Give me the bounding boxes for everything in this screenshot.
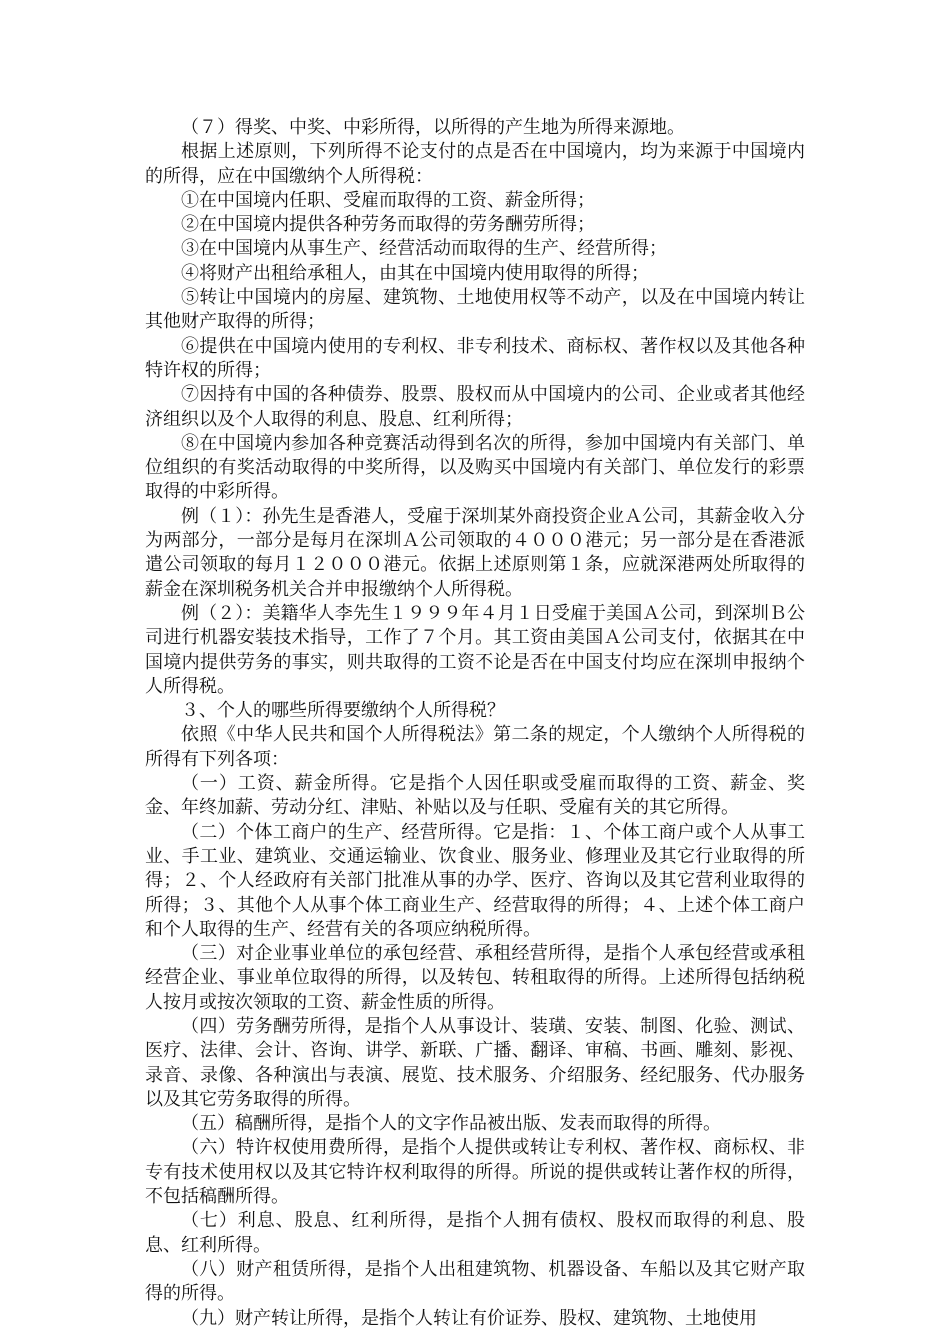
paragraph-tax-law-intro: 依照《中华人民共和国个人所得税法》第二条的规定，个人缴纳个人所得税的所得有下列各项： <box>145 724 805 770</box>
example-1: 例（１）：孙先生是香港人，受雇于深圳某外商投资企业Ａ公司，其薪金收入分为两部分，一部分是每月在深圳Ａ公司领取的４０００港元；另一部分是在香港派遣公司领取的每月１２０００港元。依据上述原则第１条，应就深港两处所取得的薪金在深圳税务机关合并申报缴纳个人所得税。 <box>145 505 805 600</box>
income-item-8: （八）财产租赁所得，是指个人出租建筑物、机器设备、车船以及其它财产取得的所得。 <box>145 1258 805 1305</box>
list-item-8: ⑧在中国境内参加各种竞赛活动得到名次的所得，参加中国境内有关部门、单位组织的有奖活动取得的中奖所得，以及购买中国境内有关部门、单位发行的彩票取得的中彩所得。 <box>145 432 805 503</box>
income-item-4: （四）劳务酬劳所得，是指个人从事设计、装璜、安装、制图、化验、测试、医疗、法律、会计、咨询、讲学、新联、广播、翻译、审稿、书画、雕刻、影视、录音、录像、各种演出与表演、展览、技术服务、介绍服务、经纪服务、代办服务以及其它劳务取得的所得。 <box>145 1015 805 1110</box>
income-item-3: （三）对企业事业单位的承包经营、承租经营所得，是指个人承包经营或承租经营企业、事业单位取得的所得，以及转包、转租取得的所得。上述所得包括纳税人按月或按次领取的工资、薪金性质的所得。 <box>145 943 805 1013</box>
document-page <box>145 116 805 1331</box>
list-item-2: ②在中国境内提供各种劳务而取得的劳务酬劳所得； <box>181 214 595 236</box>
example-2: 例（２）：美籍华人李先生１９９９年４月１日受雇于美国Ａ公司，到深圳Ｂ公司进行机器安装技术指导，工作了７个月。其工资由美国Ａ公司支付，依据其在中国境内提供劳务的事实，则共取得的工资不论是否在中国支付均应在深圳申报纳个人所得税。 <box>145 602 805 697</box>
income-item-6: （六）特许权使用费所得，是指个人提供或转让专利权、著作权、商标权、非专有技术使用权以及其它特许权利取得的所得。所说的提供或转让著作权的所得，不包括稿酬所得。 <box>145 1137 805 1208</box>
paragraph-source-principle-intro: 根据上述原则，下列所得不论支付的点是否在中国境内，均为来源于中国境内的所得，应在中国缴纳个人所得税： <box>145 141 805 187</box>
list-item-7: ⑦因持有中国的各种债券、股票、股权而从中国境内的公司、企业或者其他经济组织以及个人取得的利息、股息、红利所得； <box>145 384 805 430</box>
list-item-5: ⑤转让中国境内的房屋、建筑物、土地使用权等不动产，以及在中国境内转让其他财产取得的所得； <box>145 287 805 333</box>
paragraph-prize-income-source: （７）得奖、中奖、中彩所得，以所得的产生地为所得来源地。 <box>181 117 685 138</box>
list-item-6: ⑥提供在中国境内使用的专利权、非专利技术、商标权、著作权以及其他各种特许权的所得； <box>145 335 805 381</box>
income-item-2: （二）个体工商户的生产、经营所得。它是指：１、个体工商户或个人从事工业、手工业、建筑业、交通运输业、饮食业、服务业、修理业及其它行业取得的所得；２、个人经政府有关部门批准从事的办学、医疗、咨询以及其它营利业取得的所得；３、其他个人从事个体工商业生产、经营取得的所得；４、上述个体工商户和个人取得的生产、经营有关的各项应纳税所得。 <box>145 821 805 940</box>
income-item-1: （一）工资、薪金所得。它是指个人因任职或受雇而取得的工资、薪金、奖金、年终加薪、劳动分红、津贴、补贴以及与任职、受雇有关的其它所得。 <box>145 773 805 819</box>
income-item-5: （五）稿酬所得，是指个人的文字作品被出版、发表而取得的所得。 <box>181 1113 721 1135</box>
list-item-1: ①在中国境内任职、受雇而取得的工资、薪金所得； <box>181 189 595 211</box>
list-item-3: ③在中国境内从事生产、经营活动而取得的生产、经营所得； <box>181 238 667 260</box>
section-heading-3: ３、个人的哪些所得要缴纳个人所得税？ <box>181 700 505 722</box>
income-item-7: （七）利息、股息、红利所得，是指个人拥有债权、股权而取得的利息、股息、红利所得。 <box>145 1210 805 1256</box>
income-item-9: （九）财产转让所得，是指个人转让有价证券、股权、建筑物、土地使用 <box>181 1307 757 1329</box>
list-item-4: ④将财产出租给承租人，由其在中国境内使用取得的所得； <box>181 262 649 284</box>
